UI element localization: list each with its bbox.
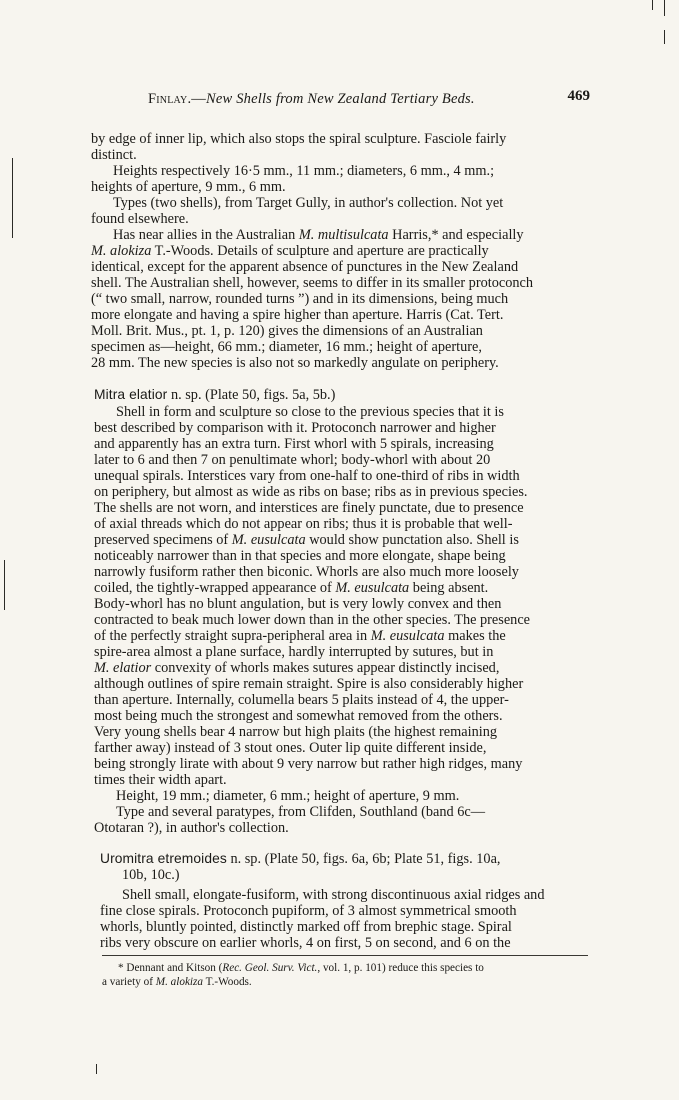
footnote-line: * Dennant and Kitson (Rec. Geol. Surv. Vict., vol. 1, p. 101) reduce this species to	[118, 962, 484, 974]
margin-mark	[12, 158, 13, 238]
taxon-name: M. elatior	[94, 660, 152, 676]
text-line: Shell small, elongate-fusiform, with strong discontinuous axial ridges and	[122, 887, 545, 903]
text-line: narrowly fusiform rather then biconic. Whorls are also much more loosely	[94, 564, 519, 580]
running-head-author: Finlay.	[148, 91, 192, 107]
text-line: Very young shells bear 4 narrow but high plaits (the highest remaining	[94, 724, 498, 740]
text-line: best described by comparison with it. Protoconch narrower and higher	[94, 420, 496, 436]
text-line: noticeably narrower than in that species and more elongate, shape being	[94, 548, 506, 564]
page-number: 469	[567, 88, 590, 104]
margin-mark	[664, 30, 665, 44]
text-line: found elsewhere.	[91, 211, 189, 227]
running-head-dash: —	[191, 91, 206, 107]
text-line: identical, except for the apparent absence of punctures in the New Zealand	[91, 259, 519, 275]
running-head	[148, 91, 475, 108]
text-line: specimen as—height, 66 mm.; diameter, 16 mm.; height of aperture,	[91, 339, 482, 355]
taxon-name: M. multisulcata	[298, 227, 389, 243]
margin-mark	[4, 560, 5, 610]
text-line: of axial threads which do not appear on ribs; thus it is probable that well-	[94, 516, 513, 532]
text-line: more elongate and having a spire higher than aperture. Harris (Cat. Tert.	[91, 307, 504, 323]
text-line: being strongly lirate with about 9 very narrow but rather high ridges, many	[94, 756, 523, 772]
footnote-line: a variety of M. alokiza T.-Woods.	[102, 976, 252, 988]
species-name: Uromitra etremoides	[100, 851, 227, 866]
text-line: later to 6 and then 7 on penultimate whorl; body-whorl with about 20	[94, 452, 491, 468]
text-line: Moll. Brit. Mus., pt. 1, p. 120) gives the dimensions of an Australian	[91, 323, 483, 339]
margin-mark	[652, 0, 653, 10]
running-head-title: New Shells from New Zealand Tertiary Beds.	[205, 91, 475, 107]
text-line: Heights respectively 16·5 mm., 11 mm.; diameters, 6 mm., 4 mm.;	[113, 163, 495, 179]
species-name: Mitra elatior	[94, 387, 168, 402]
taxon-name: M. alokiza	[91, 243, 152, 259]
text-line: M. alokiza T.-Woods. Details of sculpture and aperture are practically	[91, 243, 489, 259]
footnote-divider	[102, 955, 588, 956]
text-line: unequal spirals. Interstices vary from one-half to one-third of ribs in width	[94, 468, 520, 484]
page-header	[90, 88, 590, 113]
text-line: times their width apart.	[94, 772, 227, 788]
taxon-name: M. eusulcata	[231, 532, 306, 548]
text-line: by edge of inner lip, which also stops the spiral sculpture. Fasciole fairly	[91, 131, 507, 147]
text-line: farther away) instead of 3 stout ones. Outer lip quite different inside,	[94, 740, 487, 756]
text-line: (“ two small, narrow, rounded turns ”) and in its dimensions, being much	[91, 291, 509, 307]
text-line: Type and several paratypes, from Clifden, Southland (band 6c—	[116, 804, 486, 820]
text-line: although outlines of spire remain straight. Spire is also considerably higher	[94, 676, 524, 692]
text-line: most being much the strongest and somewhat removed from the others.	[94, 708, 503, 724]
text-line: on periphery, but almost as wide as ribs on base; ribs as in previous species.	[94, 484, 528, 500]
text-line: Body-whorl has no blunt angulation, but is very lowly convex and then	[94, 596, 502, 612]
text-line: of the perfectly straight supra-peripheral area in M. eusulcata makes the	[94, 628, 506, 644]
species-heading-uromitra: Uromitra etremoides n. sp. (Plate 50, figs. 6a, 6b; Plate 51, figs. 10a,	[100, 851, 501, 867]
text-line: shell. The Australian shell, however, seems to differ in its smaller protoconch	[91, 275, 534, 291]
text-line: preserved specimens of M. eusulcata would show punctation also. Shell is	[94, 532, 519, 548]
text-line: M. elatior convexity of whorls makes sutures appear distinctly incised,	[94, 660, 500, 676]
text-line: Height, 19 mm.; diameter, 6 mm.; height of aperture, 9 mm.	[116, 788, 460, 804]
text-line: fine close spirals. Protoconch pupiform, of 3 almost symmetrical smooth	[100, 903, 517, 919]
text-line: Has near allies in the Australian M. multisulcata Harris,* and especially	[113, 227, 524, 243]
text-line: 28 mm. The new species is also not so markedly angulate on periphery.	[91, 355, 499, 371]
text-line: distinct.	[91, 147, 137, 163]
taxon-name: M. eusulcata	[335, 580, 410, 596]
text-line: ribs very obscure on earlier whorls, 4 on first, 5 on second, and 6 on the	[100, 935, 511, 951]
text-line: 10b, 10c.)	[122, 867, 180, 883]
text-line: than aperture. Internally, columella bears 5 plaits instead of 4, the upper-	[94, 692, 509, 708]
text-line: and apparently has an extra turn. First whorl with 5 spirals, increasing	[94, 436, 494, 452]
taxon-name: M. eusulcata	[370, 628, 445, 644]
text-line: heights of aperture, 9 mm., 6 mm.	[91, 179, 286, 195]
text-line: Ototaran ?), in author's collection.	[94, 820, 289, 836]
text-line: Types (two shells), from Target Gully, in author's collection. Not yet	[113, 195, 504, 211]
text-line: Shell in form and sculpture so close to the previous species that it is	[116, 404, 504, 420]
text-line: contracted to beak much lower down than in the other species. The presence	[94, 612, 531, 628]
species-heading-mitra: Mitra elatior n. sp. (Plate 50, figs. 5a, 5b.)	[94, 387, 336, 403]
text-line: spire-area almost a plane surface, hardly interrupted by sutures, but in	[94, 644, 494, 660]
text-line: whorls, bluntly pointed, distinctly marked off from brephic stage. Spiral	[100, 919, 512, 935]
text-line: The shells are not worn, and interstices are finely punctate, due to presence	[94, 500, 524, 516]
margin-mark	[96, 1064, 97, 1074]
margin-mark	[664, 0, 665, 16]
text-line: coiled, the tightly-wrapped appearance of M. eusulcata being absent.	[94, 580, 489, 596]
